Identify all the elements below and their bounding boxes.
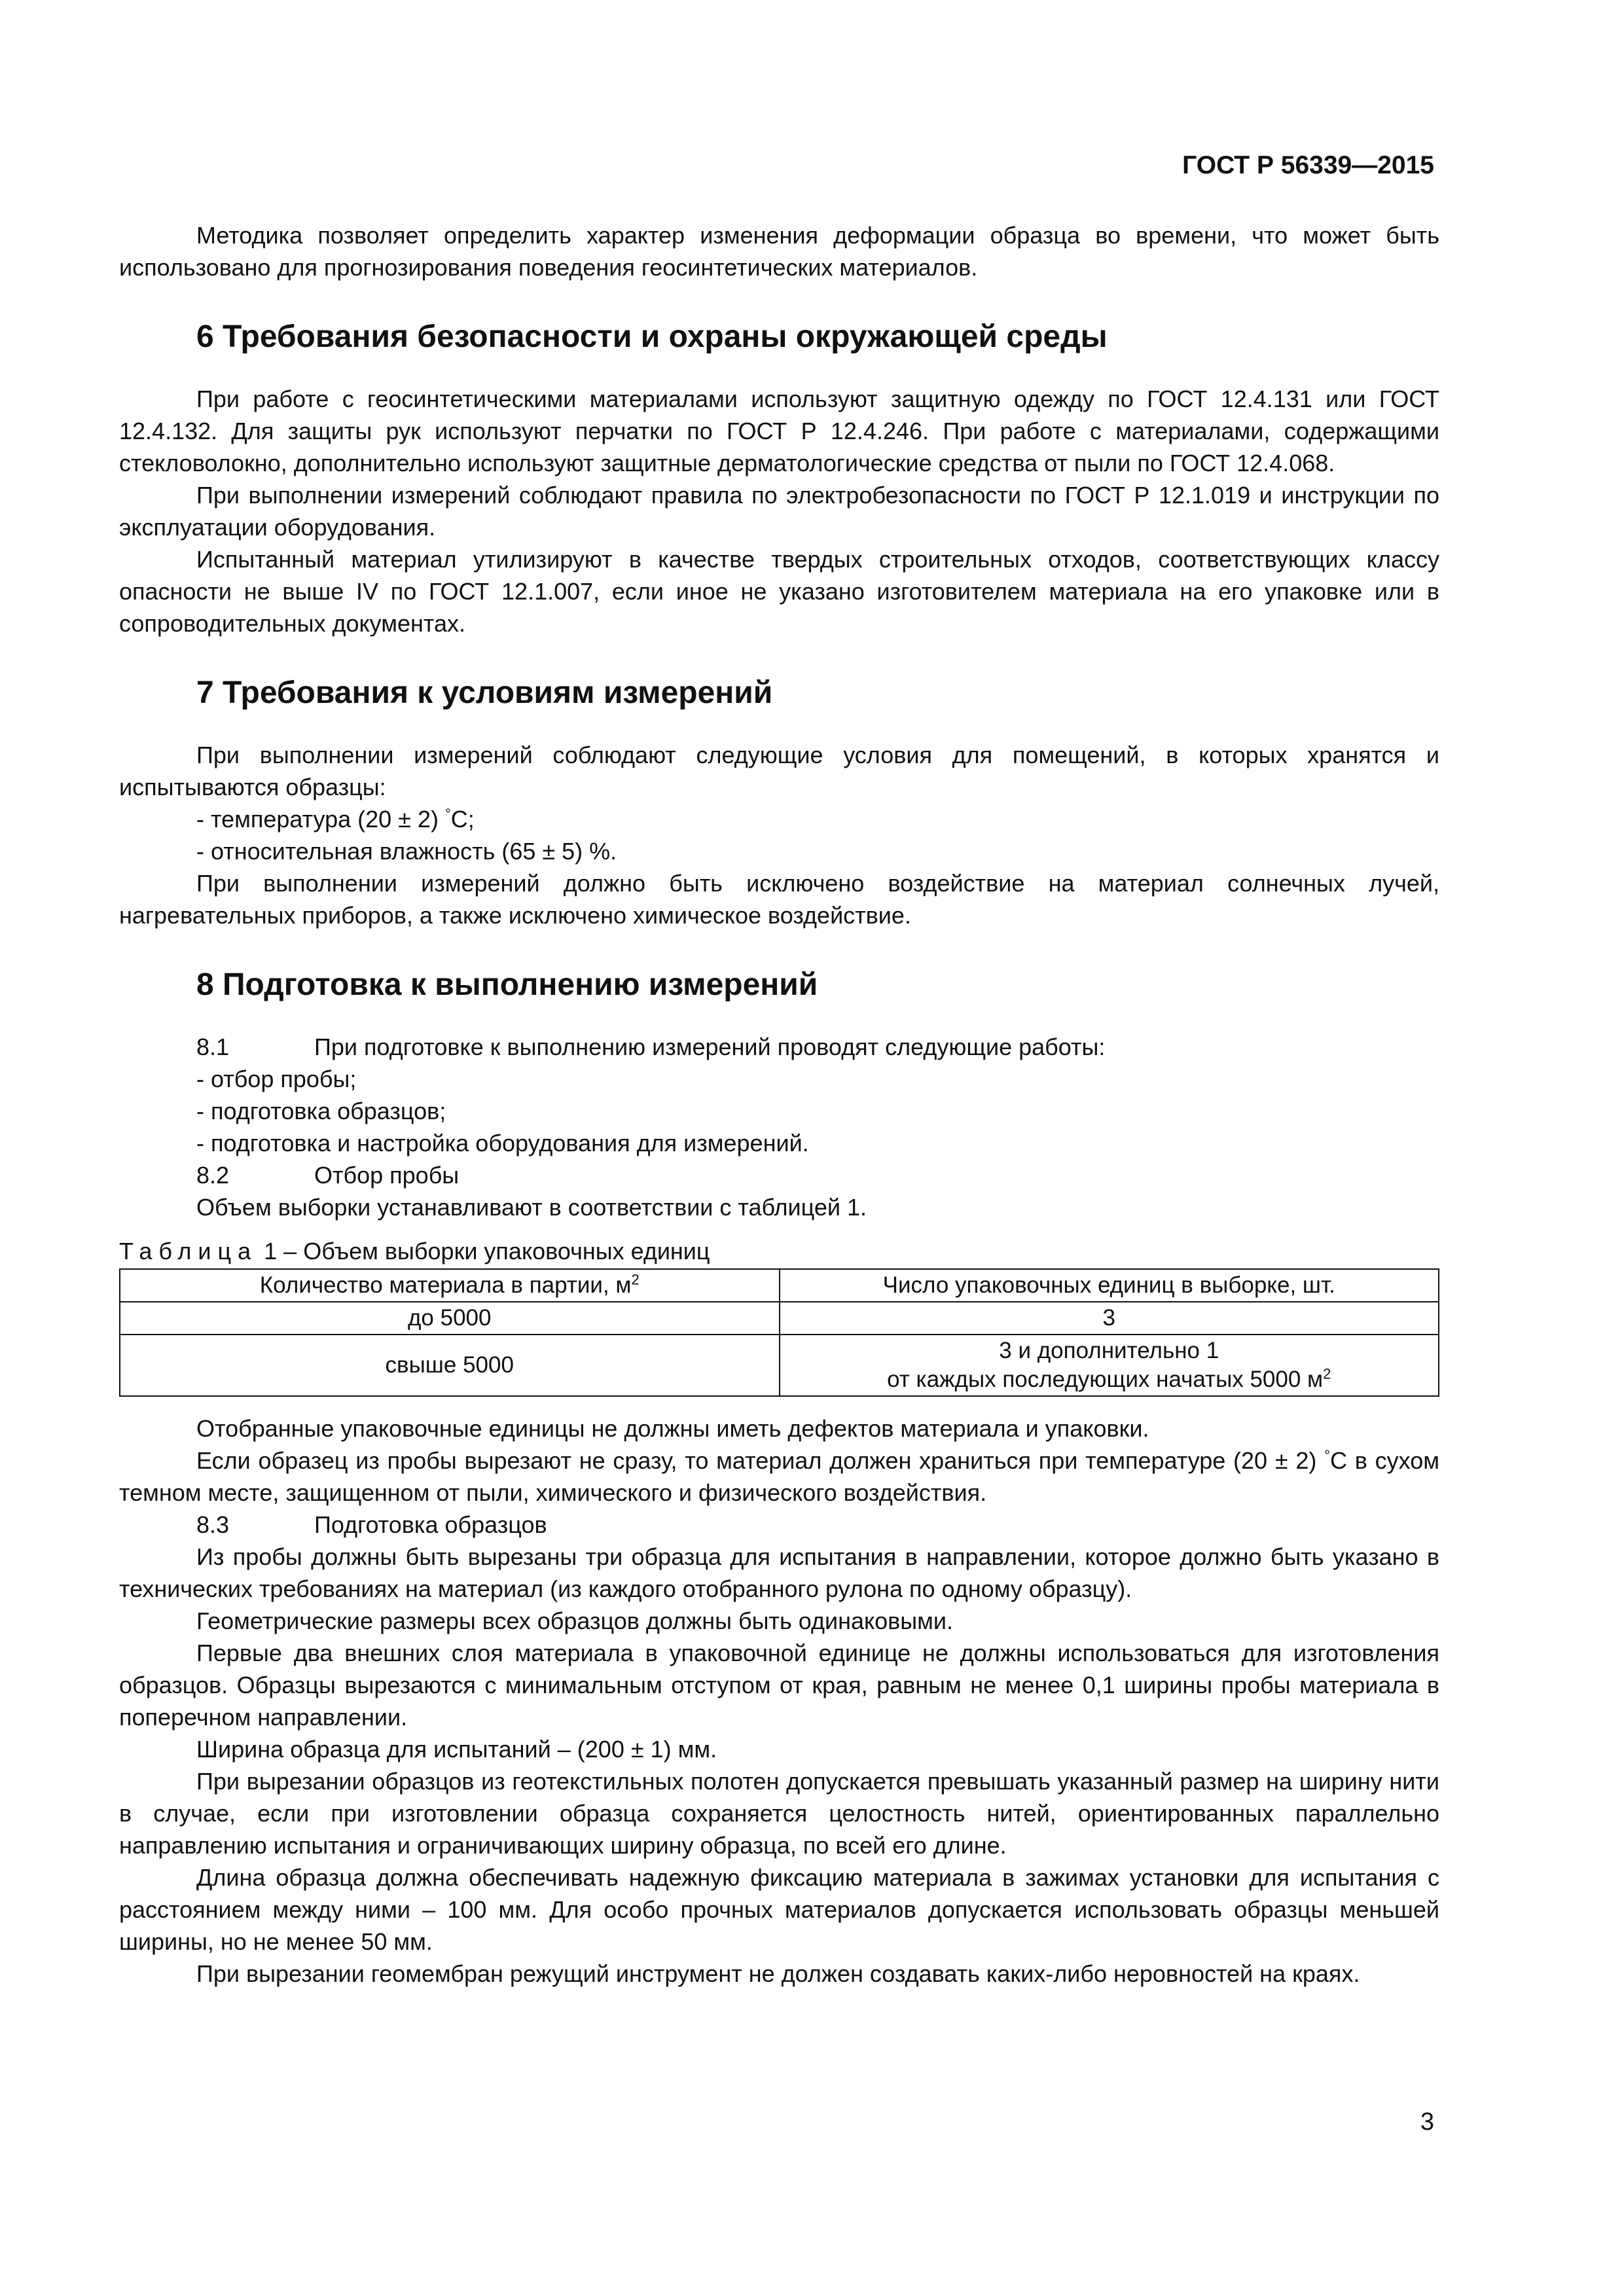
page-number: 3	[1420, 2108, 1434, 2136]
clause-number: 8.3	[196, 1511, 230, 1538]
superscript: 2	[1323, 1365, 1331, 1382]
section-7-heading: 7 Требования к условиям измерений	[196, 675, 773, 710]
temperature-unit: С;	[450, 806, 475, 833]
section-7-paragraph-1: При выполнении измерений соблюдают следующие условия для помещений, в которых хранятся и испытываются образцы:	[119, 742, 1439, 800]
after-table-paragraph-2: Если образец из пробы вырезают не сразу, то материал должен храниться при температуре (20 ± 2) °С в сухом темном месте, защищенном от пыли, химического и физического воздействия.	[119, 1447, 1439, 1506]
table-header-row	[120, 1269, 1439, 1302]
clause-8-2-paragraph: Объем выборки устанавливают в соответствии с таблицей 1.	[196, 1194, 867, 1221]
clause-8-3-paragraph-1: Из пробы должны быть вырезаны три образца для испытания в направлении, которое должно быть указано в технических требованиях на материал (из каждого отобранного рулона по одному образцу).	[119, 1543, 1439, 1602]
clause-8-3-paragraph-2: Геометрические размеры всех образцов должны быть одинаковыми.	[196, 1607, 954, 1634]
superscript: 2	[631, 1271, 640, 1288]
clause-8-3-paragraph-5: При вырезании образцов из геотекстильных полотен допускается превышать указанный размер на ширину нити в случае, если при изготовлении образца сохраняется целостность нитей, ориентированных параллельно направлению испытания и ограничивающих ширину образца, по всей его длине.	[119, 1768, 1439, 1859]
clause-8-3-paragraph-7: При вырезании геомембран режущий инструмент не должен создавать каких-либо неровностей на краях.	[196, 1960, 1360, 1987]
clause-8-3-paragraph-4: Ширина образца для испытаний – (200 ± 1) мм.	[196, 1736, 717, 1763]
table-row	[120, 1335, 1439, 1396]
degree-sign: °	[1324, 1447, 1330, 1463]
document-header: ГОСТ Р 56339—2015	[1182, 151, 1434, 179]
table-header-cell: Количество материала в партии, $м^2$	[120, 1269, 780, 1302]
clause-8-3	[119, 1509, 1439, 1541]
table-row	[120, 1302, 1439, 1335]
clause-8-1	[119, 1031, 1439, 1063]
section-6-paragraph-2: При выполнении измерений соблюдают правила по электробезопасности по ГОСТ Р 12.1.019 и инструкции по эксплуатации оборудования.	[119, 482, 1439, 541]
section-6-paragraph-3: Испытанный материал утилизируют в качестве твердых строительных отходов, соответствующих классу опасности не выше IV по ГОСТ 12.1.007, если иное не указано изготовителем материала на его упаковке или в сопроводительных документах.	[119, 546, 1439, 637]
list-item: - отбор пробы;	[196, 1066, 357, 1092]
clause-8-3-paragraph-6: Длина образца должна обеспечивать надежную фиксацию материала в зажимах установки для испытания с расстоянием между ними – 100 мм. Для особо прочных материалов допускается использовать образцы меньшей ширины, но не менее 50 мм.	[119, 1864, 1439, 1955]
table-header-cell: Число упаковочных единиц в выборке, шт.	[780, 1269, 1439, 1302]
document-body	[119, 219, 1439, 1990]
clause-8-3-paragraph-3: Первые два внешних слоя материала в упаковочной единице не должны использоваться для изготовления образцов. Образцы вырезаются с минимальным отступом от края, равным не менее 0,1 ширины пробы материала в поперечном направлении.	[119, 1640, 1439, 1731]
cell-line: от каждых последующих начатых 5000 $м^2$	[887, 1365, 1331, 1392]
table-cell	[780, 1335, 1439, 1396]
clause-text: При подготовке к выполнению измерений проводят следующие работы:	[314, 1033, 1106, 1060]
list-item: - подготовка и настройка оборудования для измерений.	[196, 1130, 809, 1157]
degree-sign: °	[444, 806, 451, 822]
section-6-paragraph-1: При работе с геосинтетическими материалами используют защитную одежду по ГОСТ 12.4.131 или ГОСТ 12.4.132. Для защиты рук используют перчатки по ГОСТ Р 12.4.246. При работе с материалами, содержащими стекловолокно, дополнительно используют защитные дерматологические средства от пыли по ГОСТ 12.4.068.	[119, 386, 1439, 476]
temperature-item	[119, 803, 1439, 835]
list-item: - подготовка образцов;	[196, 1098, 446, 1124]
clause-number: 8.1	[196, 1033, 230, 1060]
section-6-heading: 6 Требования безопасности и охраны окружающей среды	[196, 319, 1108, 354]
humidity-item: - относительная влажность (65 ± 5) %.	[196, 838, 617, 865]
clause-text: Подготовка образцов	[314, 1511, 547, 1538]
clause-8-2	[119, 1159, 1439, 1191]
section-8-heading: 8 Подготовка к выполнению измерений	[196, 967, 818, 1002]
table-caption-text: 1 – Объем выборки упаковочных единиц	[257, 1238, 710, 1265]
sample-size-table	[119, 1268, 1439, 1397]
table-cell: до 5000	[120, 1302, 780, 1335]
cell-line: 3 и дополнительно 1	[999, 1338, 1219, 1363]
table-cell: 3	[780, 1302, 1439, 1335]
temperature-text: - температура (20 ± 2)	[196, 806, 445, 833]
table-cell: свыше 5000	[120, 1335, 780, 1396]
table-caption-word: Таблица	[119, 1238, 258, 1265]
clause-number: 8.2	[196, 1162, 230, 1189]
after-table-paragraph-1: Отобранные упаковочные единицы не должны иметь дефектов материала и упаковки.	[196, 1415, 1149, 1442]
section-7-paragraph-2: При выполнении измерений должно быть исключено воздействие на материал солнечных лучей, нагревательных приборов, а также исключено химическое воздействие.	[119, 870, 1439, 929]
clause-text: Отбор пробы	[314, 1162, 460, 1189]
intro-paragraph: Методика позволяет определить характер изменения деформации образца во времени, что может быть использовано для прогнозирования поведения геосинтетических материалов.	[119, 222, 1439, 281]
table-caption	[119, 1235, 1439, 1267]
